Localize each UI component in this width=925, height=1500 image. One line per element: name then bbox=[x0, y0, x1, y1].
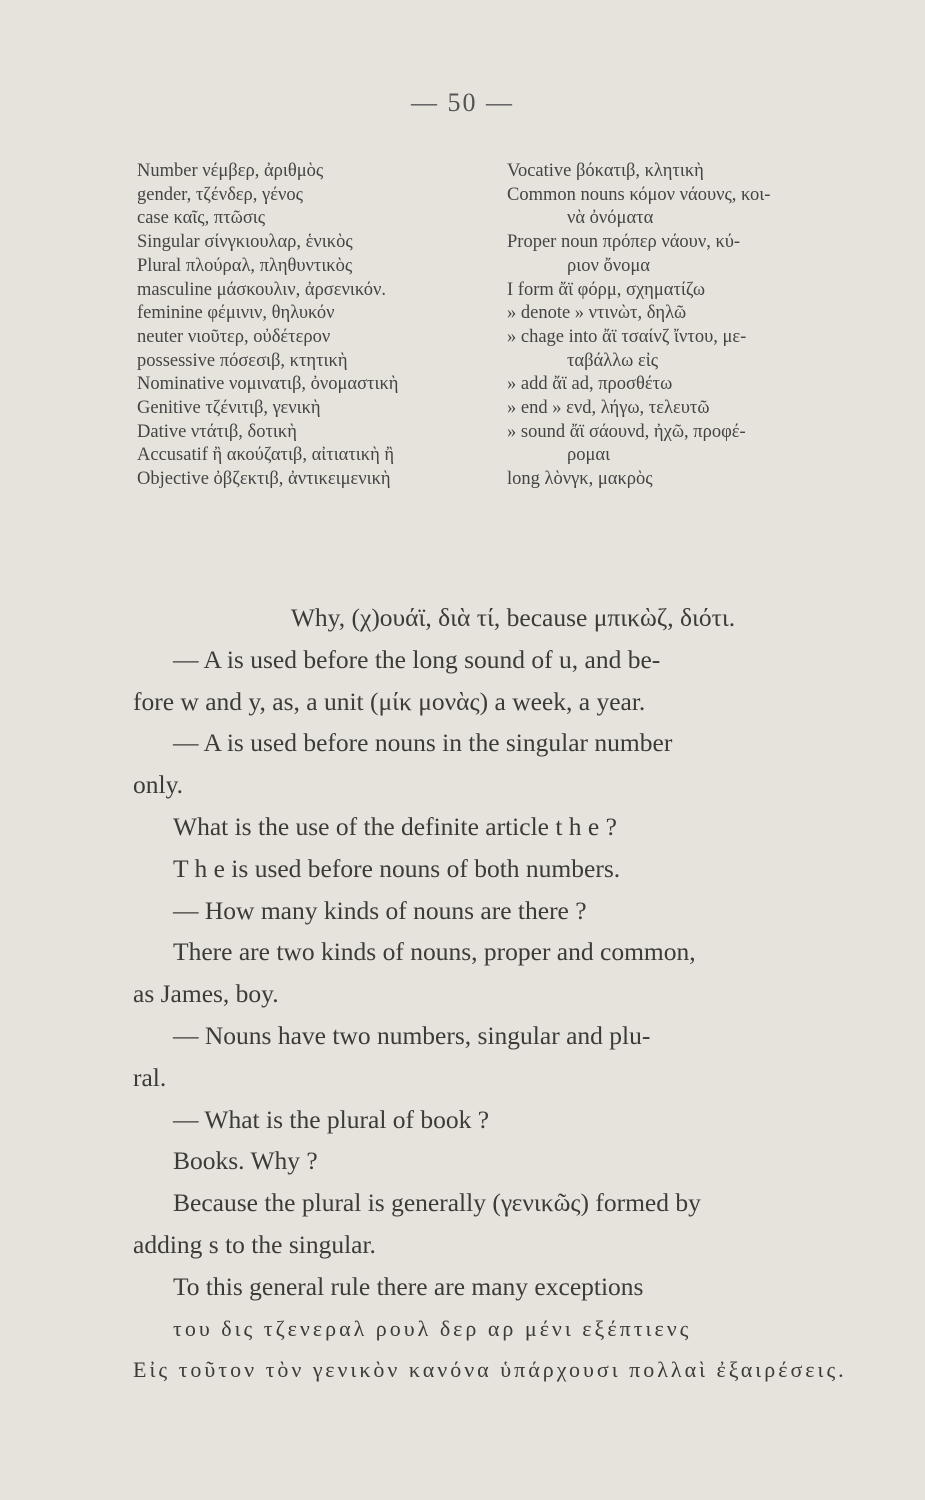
vocab-entry: I form ἄϊ φόρμ, σχηματίζω bbox=[507, 279, 706, 300]
page-number: — 50 — bbox=[411, 88, 514, 117]
text-line: Why, (χ)ουάϊ, διὰ τί, because μπικὼζ, διότι. bbox=[290, 603, 736, 632]
vocab-entry: Accusatif ἢ ακούζατιβ, αἰτιατικὴ ἢ bbox=[137, 445, 395, 466]
vocab-entry: possessive πόσεσιβ, κτητικὴ bbox=[137, 350, 348, 371]
vocab-entry: Vocative βόκατιβ, κλητικὴ bbox=[507, 161, 704, 181]
vocab-entry: ρομαι bbox=[567, 445, 611, 466]
vocab-entry: νὰ ὀνόματα bbox=[567, 208, 654, 229]
text-line: fore w and y, as, a unit (μίκ μονὰς) a week, a year. bbox=[133, 686, 646, 716]
vocab-entry: » denote » ντινὼτ, δηλῶ bbox=[507, 303, 687, 324]
text-line: only. bbox=[133, 770, 184, 800]
vocabulary-left-column bbox=[137, 160, 497, 492]
prose-text bbox=[133, 597, 893, 1391]
vocab-entry: » sound ἄϊ σάουνd, ἠχῶ, προφέ- bbox=[507, 421, 746, 442]
vocab-entry: masculine μάσκουλιν, ἀρσενικόν. bbox=[137, 279, 387, 300]
vocab-entry: ριον ὄνομα bbox=[567, 255, 650, 276]
text-line: as James, boy. bbox=[133, 979, 279, 1009]
vocab-entry: long λὸνγκ, μακρὸς bbox=[507, 469, 653, 490]
vocab-entry: Plural πλούραλ, πληθυντικὸς bbox=[137, 255, 353, 276]
text-line: του δις τζενεραλ ρουλ δερ αρ μένι εξέπτιενς bbox=[173, 1315, 692, 1341]
text-line: — A is used before the long sound of u, and be- bbox=[173, 644, 661, 674]
text-line: Books. Why ? bbox=[173, 1146, 318, 1176]
vocab-entry: Dative ντάτιβ, δοτικὴ bbox=[137, 421, 297, 442]
vocab-entry: Number νέμβερ, ἀριθμὸς bbox=[137, 161, 324, 181]
vocab-entry: » end » ενd, λήγω, τελευτῶ bbox=[507, 398, 710, 419]
vocab-entry: feminine φέμινιν, θηλυκόν bbox=[137, 303, 335, 324]
text-line: adding s to the singular. bbox=[133, 1229, 376, 1259]
vocab-entry: gender, τζένδερ, γένος bbox=[137, 184, 303, 205]
vocab-entry: Singular σίνγκιουλαρ, ἑνικὸς bbox=[137, 232, 353, 253]
text-line: T h e is used before nouns of both numbers. bbox=[173, 853, 621, 883]
text-line: Because the plural is generally (γενικῶς) formed by bbox=[173, 1188, 701, 1218]
vocab-entry: » add ἄϊ ad, προσθέτω bbox=[507, 374, 673, 395]
vocab-entry: case καῖς, πτῶσις bbox=[137, 208, 266, 229]
vocab-entry: Objective ὀβζεκτιβ, ἀντικειμενικὴ bbox=[137, 469, 391, 490]
text-line: What is the use of the definite article t h e ? bbox=[173, 811, 617, 841]
vocabulary-right-column bbox=[507, 160, 887, 492]
vocab-entry: neuter νιοῦτερ, οὐδέτερον bbox=[137, 326, 331, 347]
text-line: — Nouns have two numbers, singular and plu- bbox=[173, 1020, 651, 1050]
vocab-entry: Common nouns κόμον νάουνς, κοι- bbox=[507, 184, 771, 205]
vocab-entry: Nominative νομινατιβ, ὀνομαστικὴ bbox=[137, 374, 399, 395]
vocab-entry: » chage into ἄϊ τσαίνζ ἴντου, με- bbox=[507, 326, 747, 347]
text-line: Εἰς τοῦτον τὸν γενικὸν κανόνα ὑπάρχουσι πολλαὶ ἐξαιρέσεις. bbox=[133, 1357, 847, 1383]
text-line: There are two kinds of nouns, proper and common, bbox=[173, 937, 696, 967]
text-line: — A is used before nouns in the singular number bbox=[173, 728, 673, 758]
text-line: ral. bbox=[133, 1062, 167, 1092]
vocab-entry: Proper noun πρόπερ νάουν, κύ- bbox=[507, 232, 741, 253]
text-line: — What is the plural of book ? bbox=[173, 1104, 490, 1134]
vocab-entry: Genitive τζένιτιβ, γενικὴ bbox=[137, 398, 321, 419]
text-line: To this general rule there are many exceptions bbox=[173, 1271, 644, 1301]
vocab-entry: ταβάλλω εἰς bbox=[567, 350, 659, 371]
text-line: — How many kinds of nouns are there ? bbox=[173, 895, 587, 925]
